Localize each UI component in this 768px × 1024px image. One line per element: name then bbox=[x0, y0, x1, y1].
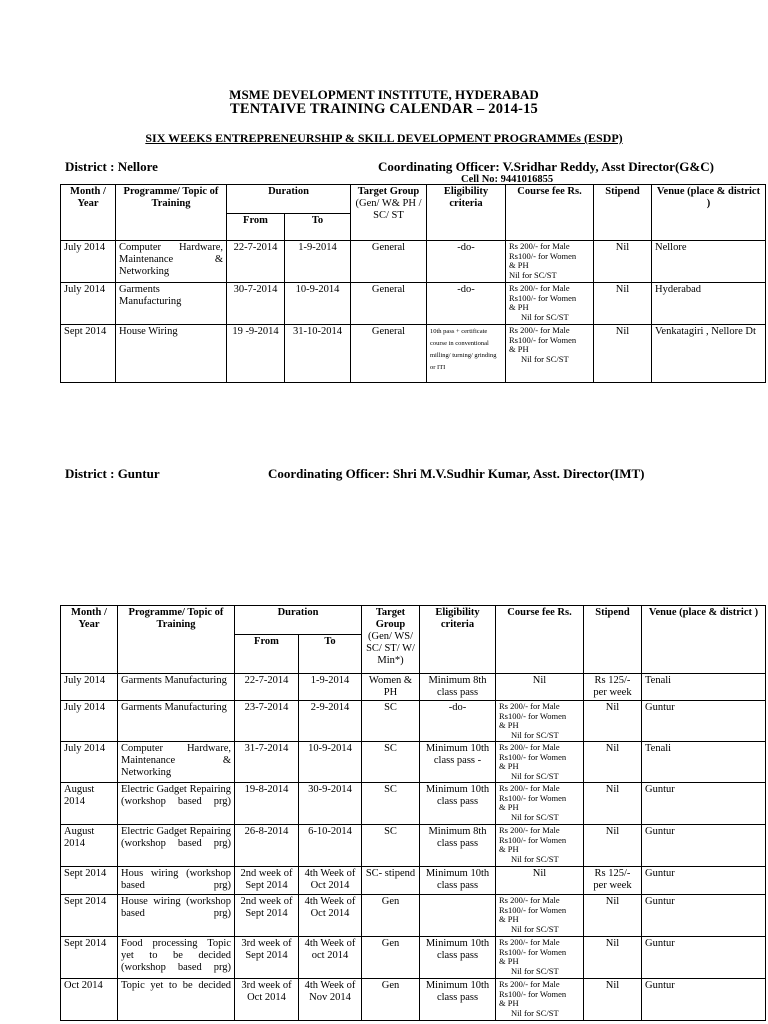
cell-eligibility: -do- bbox=[420, 701, 496, 742]
fee-line: Nil for SC/ST bbox=[511, 811, 559, 822]
fee-line: Rs100/- for Women bbox=[499, 792, 567, 803]
header-month: Month / Year bbox=[61, 606, 118, 674]
cell-course-fee bbox=[496, 825, 584, 867]
cell-month: July 2014 bbox=[61, 742, 118, 783]
table-row bbox=[61, 867, 766, 895]
institute-title: MSME DEVELOPMENT INSTITUTE, HYDERABAD bbox=[229, 87, 539, 102]
fee-line: Rs 200/- for Male bbox=[499, 937, 560, 947]
cell-to: 1-9-2014 bbox=[285, 241, 351, 283]
header-venue: Venue (place & district ) bbox=[652, 185, 766, 241]
fee-line: Rs100/- for Women bbox=[509, 292, 577, 303]
cell-target-group: Women & PH bbox=[362, 674, 420, 701]
cell-programme: House wiring (workshop based prg) bbox=[118, 895, 235, 937]
cell-target-group: Gen bbox=[362, 937, 420, 979]
cell-stipend: Nil bbox=[584, 783, 642, 825]
cell-eligibility: Minimum 10th class pass bbox=[420, 937, 496, 979]
table-row bbox=[61, 283, 766, 325]
cell-from: 19-8-2014 bbox=[235, 783, 299, 825]
cell-programme: Electric Gadget Repairing (workshop based prg) bbox=[118, 825, 235, 867]
cell-eligibility: Minimum 10th class pass bbox=[420, 867, 496, 895]
fee-line: Rs100/- for Women bbox=[499, 988, 567, 999]
header-programme: Programme/ Topic of Training bbox=[118, 606, 235, 674]
cell-from: 31-7-2014 bbox=[235, 742, 299, 783]
header-target-sub: (Gen/ WS/ SC/ ST/ W/ Min*) bbox=[366, 631, 415, 666]
fee-line: Rs100/- for Women bbox=[509, 334, 577, 345]
fee-line: & PH bbox=[499, 802, 519, 812]
cell-programme: Garments Manufacturing bbox=[118, 674, 235, 701]
fee-line: Rs 200/- for Male bbox=[499, 701, 560, 711]
cell-programme: Computer Hardware, Maintenance & Networking bbox=[118, 742, 235, 783]
fee-line: Nil for SC/ST bbox=[521, 353, 569, 364]
table-row bbox=[61, 937, 766, 979]
cell-from: 22-7-2014 bbox=[227, 241, 285, 283]
fee-line: Rs 200/- for Male bbox=[499, 825, 560, 835]
cell-month: July 2014 bbox=[61, 674, 118, 701]
table-row bbox=[61, 783, 766, 825]
cell-from: 3rd week of Oct 2014 bbox=[235, 979, 299, 1021]
cell-to: 1-9-2014 bbox=[299, 674, 362, 701]
cell-eligibility: Minimum 10th class pass - bbox=[420, 742, 496, 783]
header-to: To bbox=[299, 635, 362, 674]
fee-line: Rs100/- for Women bbox=[499, 834, 567, 845]
fee-line: Nil for SC/ST bbox=[511, 965, 559, 976]
table-row bbox=[61, 674, 766, 701]
cell-eligibility: Minimum 8th class pass bbox=[420, 825, 496, 867]
cell-course-fee: Nil bbox=[496, 867, 584, 895]
cell-month: Sept 2014 bbox=[61, 325, 116, 383]
fee-line: & PH bbox=[499, 761, 519, 771]
cell-from: 26-8-2014 bbox=[235, 825, 299, 867]
fee-line: Rs100/- for Women bbox=[509, 250, 577, 261]
fee-line: Rs 200/- for Male bbox=[509, 241, 570, 251]
calendar-title: TENTAIVE TRAINING CALENDAR – 2014-15 bbox=[230, 101, 538, 117]
cell-venue: Guntur bbox=[642, 701, 766, 742]
cell-eligibility: Minimum 10th class pass bbox=[420, 979, 496, 1021]
cell-from: 3rd week of Sept 2014 bbox=[235, 937, 299, 979]
cell-stipend: Nil bbox=[584, 825, 642, 867]
cell-month: Sept 2014 bbox=[61, 937, 118, 979]
cell-stipend: Nil bbox=[584, 979, 642, 1021]
header-duration: Duration bbox=[227, 185, 351, 214]
cell-target-group: Gen bbox=[362, 895, 420, 937]
table-row bbox=[61, 979, 766, 1021]
cell-month: Oct 2014 bbox=[61, 979, 118, 1021]
cell-from: 2nd week of Sept 2014 bbox=[235, 895, 299, 937]
header-venue: Venue (place & district ) bbox=[642, 606, 766, 674]
cell-eligibility: -do- bbox=[427, 283, 506, 325]
cell-eligibility: Minimum 8th class pass bbox=[420, 674, 496, 701]
header-target-group bbox=[351, 185, 427, 241]
programme-title: SIX WEEKS ENTREPRENEURSHIP & SKILL DEVELOPMENT PROGRAMMEs (ESDP) bbox=[145, 131, 623, 145]
fee-line: Nil for SC/ST bbox=[521, 311, 569, 322]
cell-target-group: SC bbox=[362, 783, 420, 825]
cell-to: 31-10-2014 bbox=[285, 325, 351, 383]
cell-stipend: Nil bbox=[594, 241, 652, 283]
fee-line: Nil for SC/ST bbox=[509, 269, 557, 280]
fee-line: Rs 200/- for Male bbox=[499, 783, 560, 793]
cell-target-group: General bbox=[351, 325, 427, 383]
cell-stipend: Nil bbox=[584, 742, 642, 783]
header-from: From bbox=[227, 214, 285, 241]
cell-from: 23-7-2014 bbox=[235, 701, 299, 742]
fee-line: Rs100/- for Women bbox=[499, 904, 567, 915]
cell-venue: Nellore bbox=[652, 241, 766, 283]
district-nellore: District : Nellore bbox=[65, 159, 158, 174]
cell-programme: Garments Manufacturing bbox=[116, 283, 227, 325]
cell-month: Sept 2014 bbox=[61, 867, 118, 895]
cell-course-fee bbox=[496, 742, 584, 783]
header-fee: Course fee Rs. bbox=[496, 606, 584, 674]
cell-course-fee bbox=[496, 783, 584, 825]
header-target-sub: (Gen/ W& PH / SC/ ST bbox=[355, 198, 422, 221]
header-from: From bbox=[235, 635, 299, 674]
cell-venue: Hyderabad bbox=[652, 283, 766, 325]
cell-venue: Guntur bbox=[642, 895, 766, 937]
header-to: To bbox=[285, 214, 351, 241]
cell-venue: Guntur bbox=[642, 825, 766, 867]
header-month: Month / Year bbox=[61, 185, 116, 241]
cell-stipend: Nil bbox=[594, 325, 652, 383]
cell-venue: Tenali bbox=[642, 742, 766, 783]
header-stipend: Stipend bbox=[584, 606, 642, 674]
cell-to: 4th Week of oct 2014 bbox=[299, 937, 362, 979]
cell-target-group: SC bbox=[362, 825, 420, 867]
fee-line: & PH bbox=[509, 302, 529, 312]
fee-line: & PH bbox=[499, 844, 519, 854]
header-duration: Duration bbox=[235, 606, 362, 635]
cell-programme: Topic yet to be decided bbox=[118, 979, 235, 1021]
cell-to: 6-10-2014 bbox=[299, 825, 362, 867]
fee-line: Rs 200/- for Male bbox=[509, 283, 570, 293]
cell-from: 2nd week of Sept 2014 bbox=[235, 867, 299, 895]
header-eligibility: Eligibility criteria bbox=[427, 185, 506, 241]
fee-line: Nil for SC/ST bbox=[511, 729, 559, 740]
table-row bbox=[61, 701, 766, 742]
table-row bbox=[61, 742, 766, 783]
cell-course-fee bbox=[496, 937, 584, 979]
fee-line: Nil for SC/ST bbox=[511, 853, 559, 864]
cell-course-fee: Nil bbox=[496, 674, 584, 701]
cell-venue: Venkatagiri , Nellore Dt bbox=[652, 325, 766, 383]
cell-stipend: Nil bbox=[584, 701, 642, 742]
cell-month: Sept 2014 bbox=[61, 895, 118, 937]
coordinating-officer-nellore: Coordinating Officer: V.Sridhar Reddy, Asst Director(G&C) bbox=[378, 159, 714, 174]
header-fee: Course fee Rs. bbox=[506, 185, 594, 241]
cell-venue: Guntur bbox=[642, 979, 766, 1021]
table-row bbox=[61, 325, 766, 383]
cell-month: July 2014 bbox=[61, 241, 116, 283]
cell-course-fee bbox=[496, 979, 584, 1021]
fee-line: Rs 200/- for Male bbox=[499, 979, 560, 989]
cell-target-group: SC bbox=[362, 701, 420, 742]
cell-stipend: Rs 125/- per week bbox=[584, 674, 642, 701]
cell-to: 4th Week of Nov 2014 bbox=[299, 979, 362, 1021]
header-eligibility: Eligibility criteria bbox=[420, 606, 496, 674]
cell-programme: House Wiring bbox=[116, 325, 227, 383]
cell-from: 19 -9-2014 bbox=[227, 325, 285, 383]
cell-stipend: Nil bbox=[594, 283, 652, 325]
cell-to: 4th Week of Oct 2014 bbox=[299, 895, 362, 937]
cell-stipend: Rs 125/- per week bbox=[584, 867, 642, 895]
cell-from: 30-7-2014 bbox=[227, 283, 285, 325]
cell-eligibility: -do- bbox=[427, 241, 506, 283]
header-programme: Programme/ Topic of Training bbox=[116, 185, 227, 241]
cell-venue: Tenali bbox=[642, 674, 766, 701]
cell-from: 22-7-2014 bbox=[235, 674, 299, 701]
header-target-label: Target Group bbox=[375, 607, 406, 630]
cell-venue: Guntur bbox=[642, 867, 766, 895]
cell-course-fee bbox=[496, 701, 584, 742]
table-row bbox=[61, 895, 766, 937]
cell-to: 4th Week of Oct 2014 bbox=[299, 867, 362, 895]
cell-course-fee bbox=[506, 325, 594, 383]
coordinating-officer-guntur: Coordinating Officer: Shri M.V.Sudhir Kumar, Asst. Director(IMT) bbox=[268, 466, 645, 481]
header-target-label: Target Group bbox=[357, 186, 420, 197]
cell-eligibility: 10th pass + certificate course in conventional milling/ turning/ grinding or ITI bbox=[427, 325, 506, 383]
fee-line: & PH bbox=[499, 914, 519, 924]
cell-month: August 2014 bbox=[61, 825, 118, 867]
fee-line: & PH bbox=[499, 720, 519, 730]
cell-target-group: SC bbox=[362, 742, 420, 783]
fee-line: Nil for SC/ST bbox=[511, 770, 559, 781]
cell-stipend: Nil bbox=[584, 937, 642, 979]
cell-programme: Hous wiring (workshop based prg) bbox=[118, 867, 235, 895]
table-row bbox=[61, 241, 766, 283]
guntur-table bbox=[60, 605, 766, 1021]
cell-venue: Guntur bbox=[642, 783, 766, 825]
fee-line: Rs100/- for Women bbox=[499, 946, 567, 957]
header-target-group bbox=[362, 606, 420, 674]
cell-stipend: Nil bbox=[584, 895, 642, 937]
table-row bbox=[61, 825, 766, 867]
cell-to: 2-9-2014 bbox=[299, 701, 362, 742]
cell-month: July 2014 bbox=[61, 283, 116, 325]
fee-line: Nil for SC/ST bbox=[511, 1007, 559, 1018]
header-stipend: Stipend bbox=[594, 185, 652, 241]
fee-line: & PH bbox=[499, 956, 519, 966]
cell-eligibility bbox=[420, 895, 496, 937]
cell-to: 30-9-2014 bbox=[299, 783, 362, 825]
cell-month: July 2014 bbox=[61, 701, 118, 742]
fee-line: & PH bbox=[499, 998, 519, 1008]
fee-line: Rs 200/- for Male bbox=[499, 742, 560, 752]
fee-line: Rs100/- for Women bbox=[499, 751, 567, 762]
cell-number: Cell No: 9441016855 bbox=[461, 174, 554, 185]
cell-programme: Garments Manufacturing bbox=[118, 701, 235, 742]
cell-course-fee bbox=[496, 895, 584, 937]
cell-month: August 2014 bbox=[61, 783, 118, 825]
cell-target-group: Gen bbox=[362, 979, 420, 1021]
cell-to: 10-9-2014 bbox=[299, 742, 362, 783]
fee-line: & PH bbox=[509, 260, 529, 270]
fee-line: Nil for SC/ST bbox=[511, 923, 559, 934]
cell-course-fee bbox=[506, 283, 594, 325]
cell-eligibility: Minimum 10th class pass bbox=[420, 783, 496, 825]
fee-line: & PH bbox=[509, 344, 529, 354]
fee-line: Rs 200/- for Male bbox=[499, 895, 560, 905]
fee-line: Rs 200/- for Male bbox=[509, 325, 570, 335]
fee-line: Rs100/- for Women bbox=[499, 710, 567, 721]
cell-course-fee bbox=[506, 241, 594, 283]
cell-programme: Food processing Topic yet to be decided (workshop based prg) bbox=[118, 937, 235, 979]
cell-to: 10-9-2014 bbox=[285, 283, 351, 325]
cell-target-group: General bbox=[351, 283, 427, 325]
cell-venue: Guntur bbox=[642, 937, 766, 979]
cell-target-group: General bbox=[351, 241, 427, 283]
district-guntur: District : Guntur bbox=[65, 466, 160, 481]
cell-programme: Electric Gadget Repairing (workshop based prg) bbox=[118, 783, 235, 825]
nellore-table bbox=[60, 184, 766, 383]
cell-target-group: SC- stipend bbox=[362, 867, 420, 895]
cell-programme: Computer Hardware, Maintenance & Networking bbox=[116, 241, 227, 283]
